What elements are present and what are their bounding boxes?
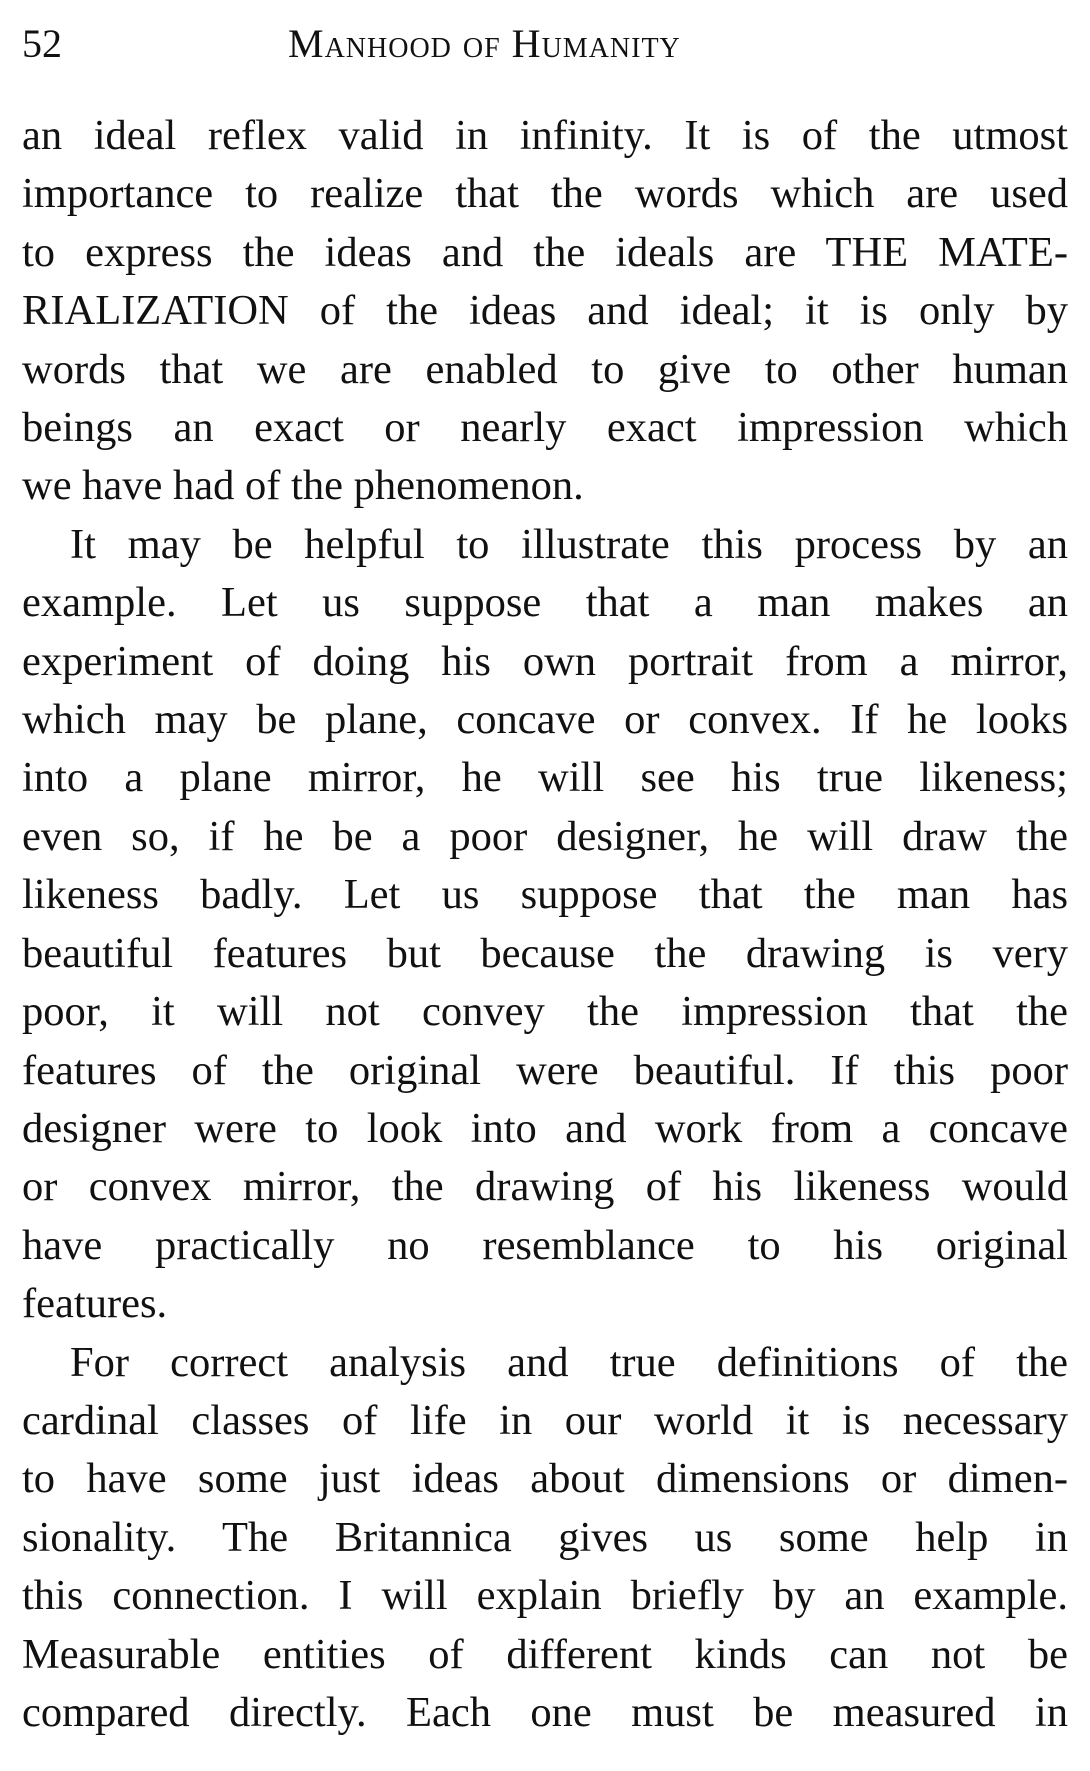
paragraph-1 bbox=[22, 107, 1068, 516]
text-line: to express the ideas and the ideals are THE MATE- bbox=[22, 228, 1068, 276]
paragraph-3 bbox=[22, 1334, 1068, 1743]
text-line: Measurable entities of different kinds can not be bbox=[22, 1630, 1068, 1678]
book-page bbox=[22, 14, 1068, 1742]
text-line: words that we are enabled to give to other human bbox=[22, 345, 1068, 393]
text-line: beings an exact or nearly exact impression which bbox=[22, 404, 1068, 452]
text-line: even so, if he be a poor designer, he will draw the bbox=[22, 812, 1068, 860]
text-line: into a plane mirror, he will see his true likeness; bbox=[22, 754, 1068, 802]
text-line: poor, it will not convey the impression that the bbox=[22, 988, 1068, 1036]
paragraph-2 bbox=[22, 516, 1068, 1334]
text-line: sionality. The Britannica gives us some help in bbox=[22, 1513, 1068, 1561]
text-line: we have had of the phenomenon. bbox=[22, 462, 584, 510]
text-line: importance to realize that the words which are used bbox=[22, 170, 1068, 218]
text-line: which may be plane, concave or convex. If he looks bbox=[22, 696, 1068, 744]
text-line: RIALIZATION of the ideas and ideal; it is only by bbox=[22, 287, 1068, 335]
text-line: to have some just ideas about dimensions or dimen- bbox=[22, 1455, 1068, 1503]
text-line: have practically no resemblance to his original bbox=[22, 1221, 1068, 1269]
running-head bbox=[22, 14, 1068, 74]
body-text bbox=[22, 107, 1068, 1742]
text-line: cardinal classes of life in our world it is necessary bbox=[22, 1396, 1068, 1444]
text-line: likeness badly. Let us suppose that the man has bbox=[22, 871, 1068, 919]
text-line: For correct analysis and true definitions of the bbox=[70, 1338, 1068, 1386]
text-line: experiment of doing his own portrait from a mirror, bbox=[22, 637, 1068, 685]
page-number: 52 bbox=[22, 21, 62, 66]
text-line: designer were to look into and work from a concave bbox=[22, 1104, 1068, 1152]
text-line: this connection. I will explain briefly by an example. bbox=[22, 1572, 1068, 1620]
text-line: example. Let us suppose that a man makes an bbox=[22, 579, 1068, 627]
text-line: features. bbox=[22, 1280, 168, 1328]
text-line: beautiful features but because the drawing is very bbox=[22, 929, 1068, 977]
text-line: or convex mirror, the drawing of his likeness would bbox=[22, 1163, 1068, 1211]
text-line: compared directly. Each one must be measured in bbox=[22, 1688, 1068, 1736]
text-line: features of the original were beautiful. If this poor bbox=[22, 1046, 1068, 1094]
text-line: an ideal reflex valid in infinity. It is of the utmost bbox=[22, 112, 1068, 159]
text-line: It may be helpful to illustrate this process by an bbox=[70, 520, 1068, 568]
running-title: Manhood of Humanity bbox=[288, 21, 681, 66]
